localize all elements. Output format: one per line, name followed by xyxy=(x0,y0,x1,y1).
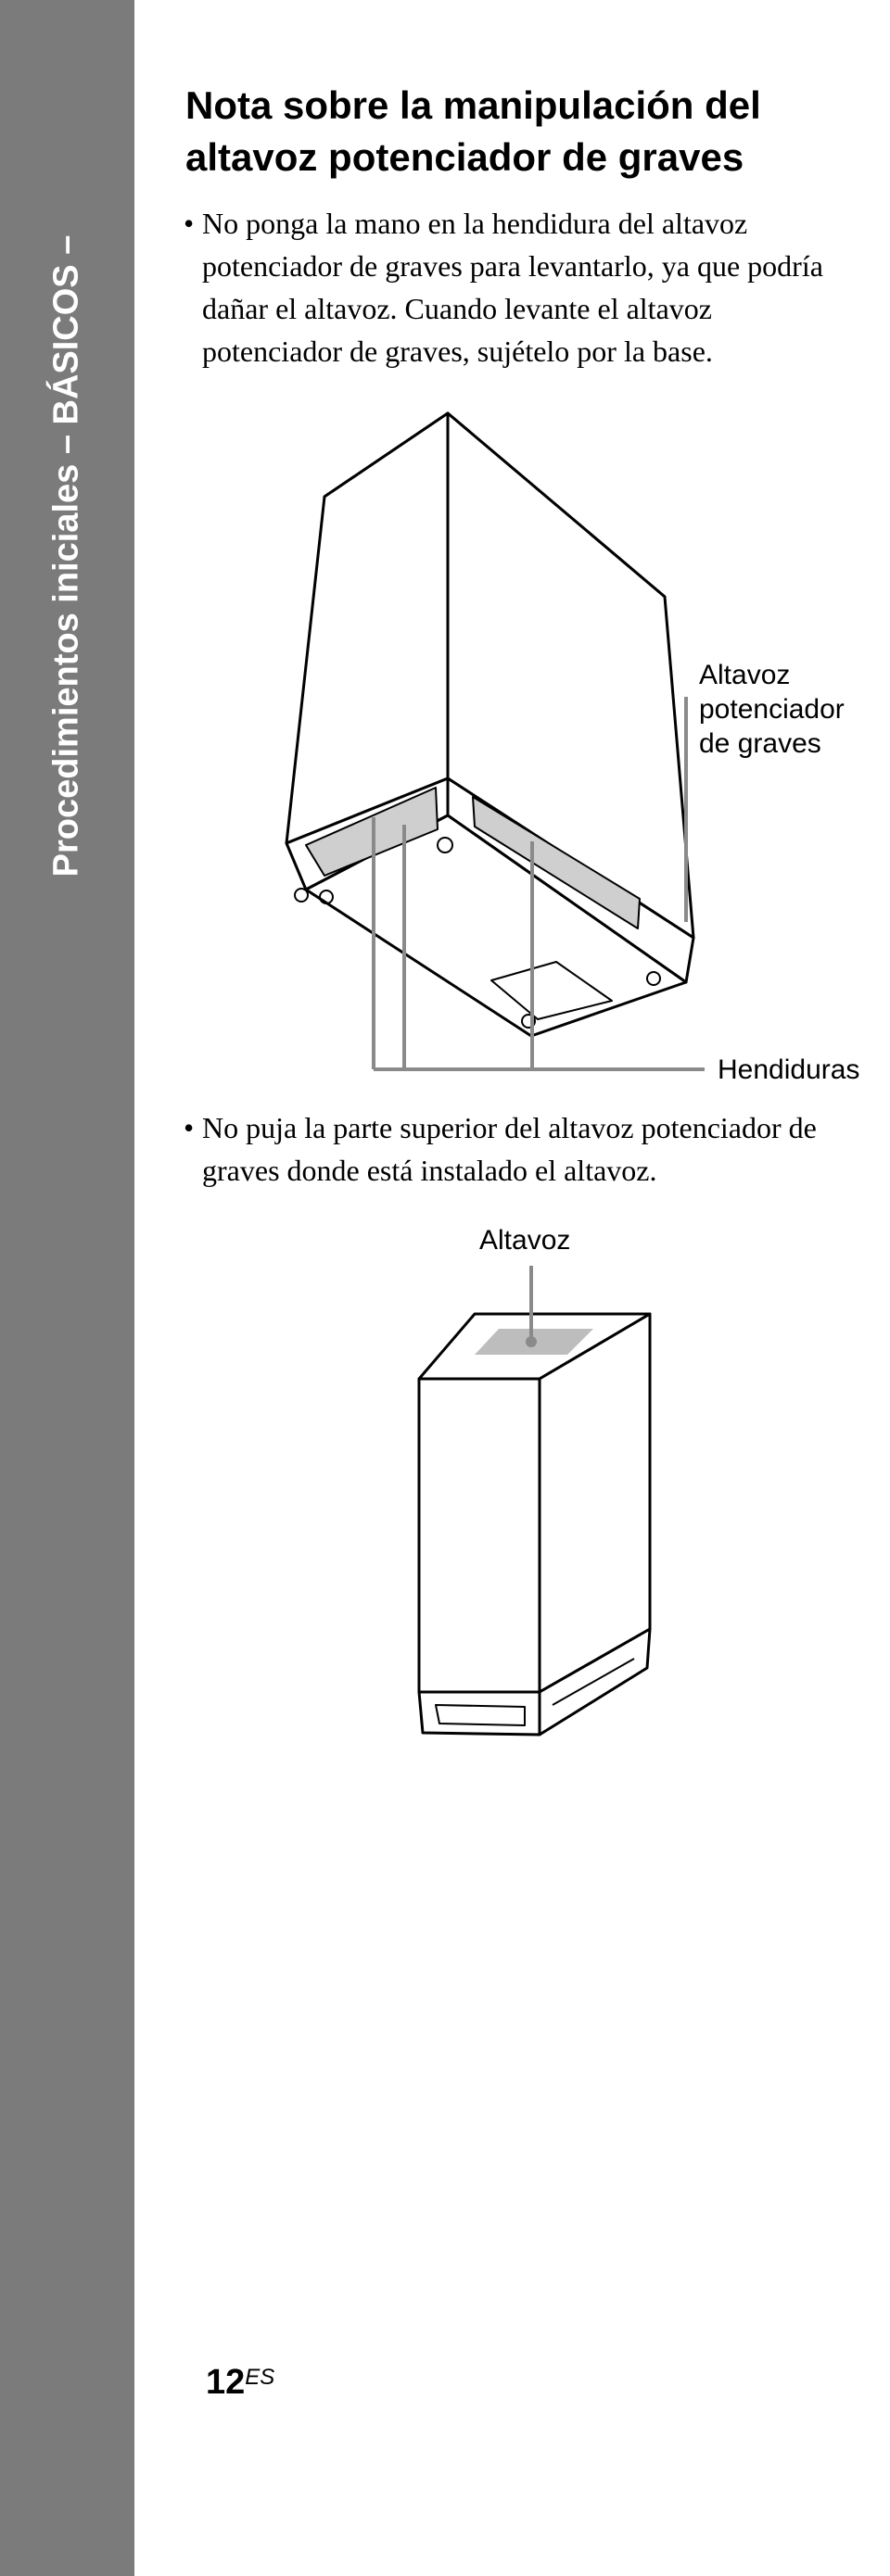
section-tab-label: Procedimientos iniciales – BÁSICOS – xyxy=(46,234,86,878)
bullet-text-1: No ponga la mano en la hendidura del altavoz potenciador de graves para levantarlo, ya que podría dañar el altavoz. Cuando levante el altavoz potenciador de graves, sujételo por la base. xyxy=(202,207,823,368)
subwoofer-label: Altavoz potenciador de graves xyxy=(699,660,845,759)
bullet-symbol: • xyxy=(184,1111,195,1144)
slots-label: Hendiduras xyxy=(718,1054,860,1085)
bullet-text-2: No puja la parte superior del altavoz potenciador de graves donde está instalado el altavoz. xyxy=(202,1111,817,1187)
bullet-symbol: • xyxy=(184,207,195,240)
page-number xyxy=(206,2363,274,2403)
page-number-value: 12 xyxy=(206,2363,246,2402)
section-title-line2: altavoz potenciador de graves xyxy=(185,135,744,179)
section-title-line1: Nota sobre la manipulación del xyxy=(185,83,761,127)
speaker-label: Altavoz xyxy=(479,1225,571,1256)
page-number-suffix: ES xyxy=(245,2365,275,2390)
